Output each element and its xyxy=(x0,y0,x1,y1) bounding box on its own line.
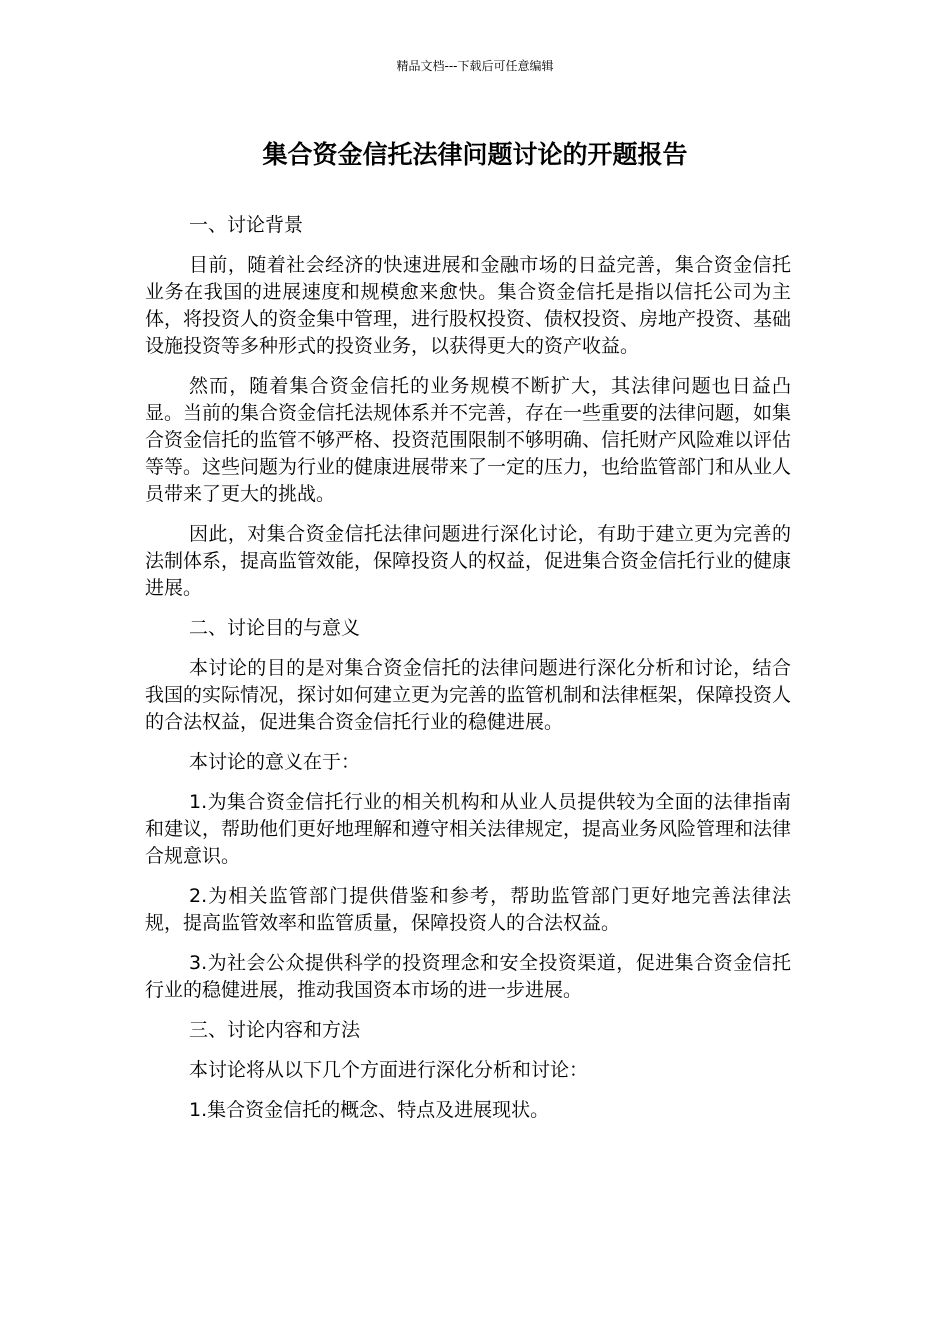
list-item-significance-1: 1.为集合资金信托行业的相关机构和从业人员提供较为全面的法律指南和建议，帮助他们更好地理解和遵守相关法律规定，提高业务风险管理和法律合规意识。 xyxy=(145,791,792,867)
document-title: 集合资金信托法律问题讨论的开题报告 xyxy=(262,140,688,169)
header-note: 精品文档---下载后可任意编辑 xyxy=(396,59,554,73)
section-heading-background: 一、讨论背景 xyxy=(189,214,304,236)
paragraph-purpose-2: 本讨论的意义在于： xyxy=(189,751,361,773)
paragraph-background-3: 因此，对集合资金信托法律问题进行深化讨论，有助于建立更为完善的法制体系，提高监管效能，保障投资人的权益，促进集合资金信托行业的健康进展。 xyxy=(145,523,792,599)
paragraph-purpose-1: 本讨论的目的是对集合资金信托的法律问题进行深化分析和讨论，结合我国的实际情况，探讨如何建立更为完善的监管机制和法律框架，保障投资人的合法权益，促进集合资金信托行业的稳健进展。 xyxy=(145,657,792,733)
paragraph-content-method-1: 本讨论将从以下几个方面进行深化分析和讨论： xyxy=(189,1059,589,1081)
paragraph-background-1: 目前，随着社会经济的快速进展和金融市场的日益完善，集合资金信托业务在我国的进展速度和规模愈来愈快。集合资金信托是指以信托公司为主体，将投资人的资金集中管理，进行股权投资、债权投资、房地产投资、基础设施投资等多种形式的投资业务，以获得更大的资产收益。 xyxy=(145,254,792,357)
section-heading-content-method: 三、讨论内容和方法 xyxy=(189,1019,361,1041)
paragraph-background-2: 然而，随着集合资金信托的业务规模不断扩大，其法律问题也日益凸显。当前的集合资金信托法规体系并不完善，存在一些重要的法律问题，如集合资金信托的监管不够严格、投资范围限制不够明确、信托财产风险难以评估等等。这些问题为行业的健康进展带来了一定的压力，也给监管部门和从业人员带来了更大的挑战。 xyxy=(145,375,792,505)
list-item-significance-3: 3.为社会公众提供科学的投资理念和安全投资渠道，促进集合资金信托行业的稳健进展，推动我国资本市场的进一步进展。 xyxy=(145,952,791,1001)
document-body xyxy=(145,212,791,1137)
list-item-content-1: 1.集合资金信托的概念、特点及进展现状。 xyxy=(189,1099,550,1121)
list-item-significance-2: 2.为相关监管部门提供借鉴和参考，帮助监管部门更好地完善法律法规，提高监管效率和监管质量，保障投资人的合法权益。 xyxy=(145,885,791,934)
section-heading-purpose: 二、讨论目的与意义 xyxy=(189,617,361,639)
